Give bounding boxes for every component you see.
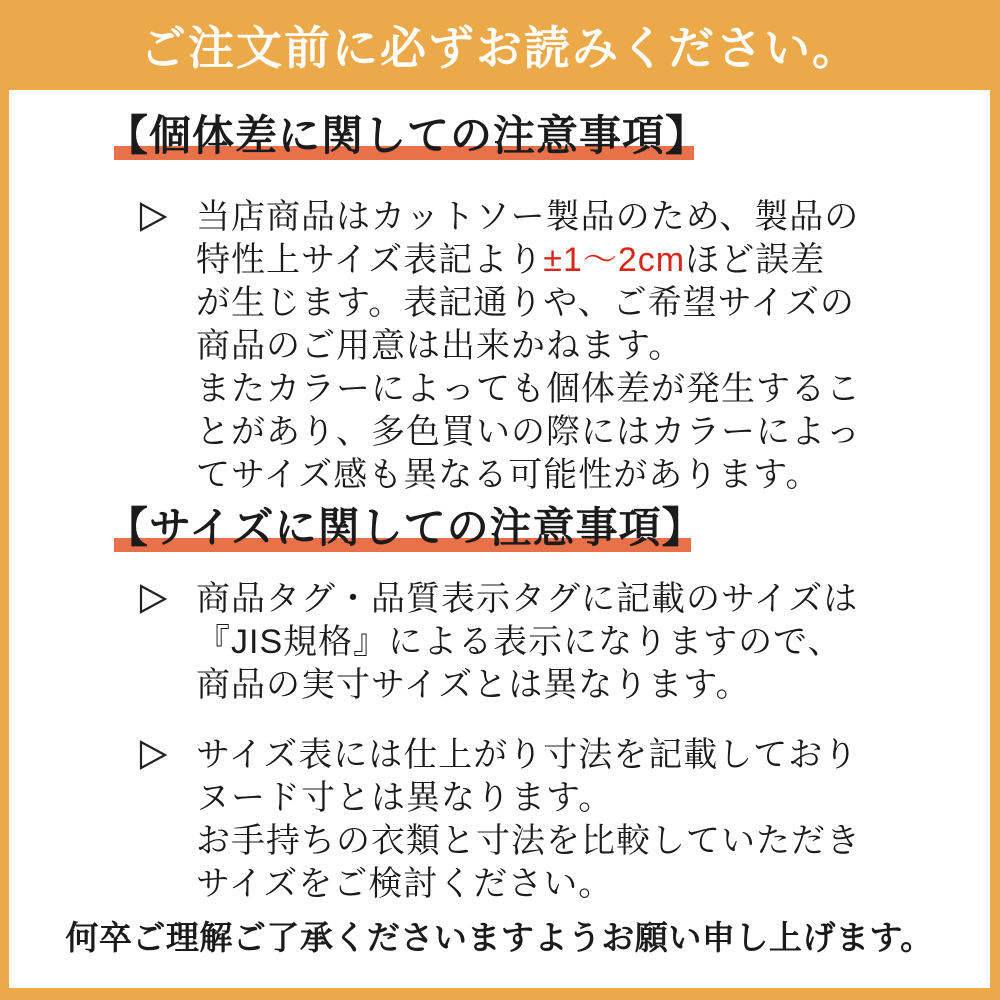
text-segment: ほど誤差 [685,241,826,279]
text-line: ヌード寸とは異なります。 [196,779,614,817]
triangle-right-outline-icon [138,201,168,233]
text-line: サイズ表には仕上がり寸法を記載しており [196,736,859,774]
notice-item-size-tag [9,578,990,707]
text-line: 商品の実寸サイズとは異なります。 [196,666,751,704]
content-frame [0,90,1000,1000]
triangle-right-outline-icon [138,583,168,615]
text-line: てサイズ感も異なる可能性があります。 [196,456,821,494]
notice-text [196,196,861,497]
section-heading-size [9,502,990,554]
size-tolerance-highlight: ±1〜2cm [543,241,686,279]
notice-text [196,734,861,906]
footer-message: 何卒ご理解ご了承くださいますようお願い申し上げます。 [65,919,934,956]
notice-text [196,578,858,707]
notice-item-size-chart [9,734,990,906]
text-line: が生じます。表記通りや、ご希望サイズの [196,284,855,322]
section-heading-individual-difference [9,110,990,162]
heading-underlined-text: 【サイズに関しての注意事項】 [106,502,705,554]
triangle-right-outline-icon [138,739,168,771]
text-line: またカラーによっても個体差が発生するこ [196,370,861,408]
text-segment: 特性上サイズ表記より [196,241,544,279]
banner-title: ご注文前に必ずお読みください。 [140,22,860,74]
text-line: 商品タグ・品質表示タグに記載のサイズは [196,580,859,618]
text-line: 当店商品はカットソー製品のため、製品の [196,198,860,236]
text-line: 商品のご用意は出来かねます。 [196,327,684,365]
top-banner [0,0,1000,90]
heading-underlined-text: 【個体差に関しての注意事項】 [106,110,708,162]
text-line: サイズをご検討ください。 [196,865,614,903]
text-line: とがあり、多色買いの際にはカラーによっ [196,413,861,451]
notice-item-individual-difference [9,196,990,497]
text-line: お手持ちの衣類と寸法を比較していただき [196,822,861,860]
text-line: 『JIS規格』による表示になりますので、 [196,623,843,661]
text-line [196,239,861,282]
